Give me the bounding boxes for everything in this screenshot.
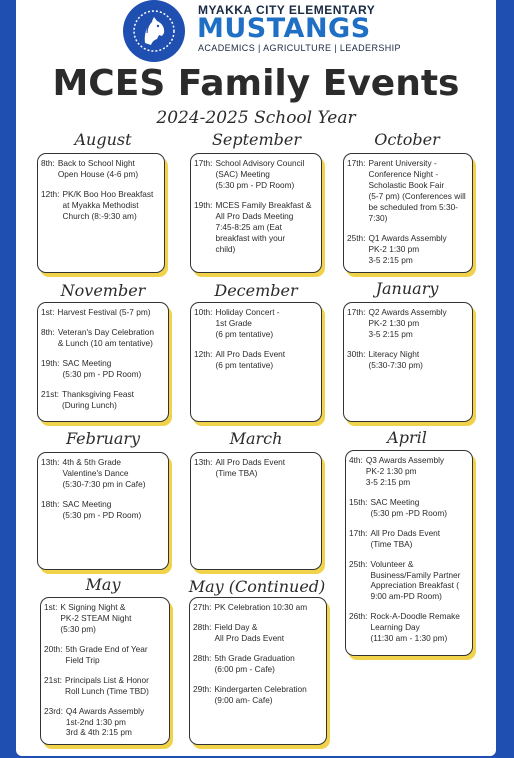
event-date: 15th: (349, 496, 368, 507)
event-date: 18th: (41, 498, 60, 509)
event-date: 1st: (44, 602, 58, 612)
month-title-december: December (214, 281, 298, 300)
month-title-may: May (85, 575, 121, 594)
event-date: 12th: (194, 348, 213, 359)
event-date: 28th: (193, 621, 212, 632)
month-box-august (37, 153, 165, 273)
event-date: 13th: (41, 457, 60, 467)
event-text: Field Day & All Pro Dads Event (214, 621, 285, 643)
event-date: 17th: (194, 158, 213, 168)
school-tagline: ACADEMICS | AGRICULTURE | LEADERSHIP (198, 43, 401, 53)
month-box-september (190, 153, 322, 273)
event-item (44, 644, 165, 666)
event-text: Kindergarten Celebration (9:00 am- Cafe) (214, 683, 307, 705)
event-item (41, 457, 164, 490)
event-item (347, 349, 468, 371)
event-date: 10th: (194, 307, 213, 317)
event-text: School Advisory Council (SAC) Meeting (5:30 pm - PD Room) (215, 158, 305, 190)
event-date: 21st: (44, 674, 62, 685)
event-item (349, 528, 468, 550)
month-box-january (343, 302, 473, 422)
event-item (349, 497, 468, 519)
month-box-november (37, 302, 169, 422)
event-item (194, 200, 317, 255)
event-text: Back to School Night Open House (4-6 pm) (57, 158, 139, 179)
event-text: Harvest Festival (5-7 pm) (57, 307, 151, 317)
event-item (193, 684, 322, 706)
event-date: 21st: (41, 388, 59, 399)
event-date: 19th: (194, 199, 213, 210)
event-text: Rock-A-Doodle Remake Learning Day (11:30 am - 1:30 pm) (370, 611, 460, 644)
event-text: PK Celebration 10:30 am (214, 602, 308, 612)
event-text: SAC Meeting (5:30 pm -PD Room) (370, 496, 448, 518)
event-date: 20th: (44, 643, 63, 654)
event-text: 5th Grade End of Year Field Trip (65, 643, 148, 665)
month-box-february (37, 452, 169, 570)
event-item (44, 675, 165, 697)
event-text: SAC Meeting (5:30 pm - PD Room) (62, 498, 142, 520)
event-item (347, 307, 468, 340)
month-title-september: September (211, 130, 302, 149)
event-item (41, 327, 164, 349)
event-item (193, 653, 322, 675)
event-text: All Pro Dads Event (Time TBA) (215, 457, 286, 478)
event-item (349, 611, 468, 644)
month-box-may-continued (189, 597, 327, 745)
mascot-name: MUSTANGS (197, 13, 371, 44)
event-text: Q3 Awards Assembly PK-2 1:30 pm 3-5 2:15 pm (365, 455, 445, 487)
event-date: 25th: (347, 232, 366, 243)
event-item (194, 349, 317, 371)
event-item (193, 622, 322, 644)
event-item (41, 499, 164, 521)
page-title: MCES Family Events (52, 63, 460, 104)
school-logo (123, 0, 185, 62)
month-title-october: October (374, 130, 440, 149)
event-date: 13th: (194, 457, 213, 467)
event-date: 12th: (41, 188, 60, 199)
event-date: 30th: (347, 348, 366, 359)
event-item (44, 706, 165, 739)
event-item (347, 233, 468, 266)
month-title-may-continued: May (Continued) (188, 577, 326, 596)
event-text: Veteran's Day Celebration & Lunch (10 am tentative) (57, 326, 154, 348)
event-date: 8th: (41, 326, 55, 337)
flyer-page (16, 0, 496, 756)
event-date: 4th: (349, 455, 363, 465)
event-item (41, 158, 160, 180)
event-text: 5th Grade Graduation (6:00 pm - Cafe) (214, 652, 295, 674)
event-item (347, 158, 468, 224)
event-text: Holiday Concert - 1st Grade (6 pm tentative) (215, 307, 280, 339)
month-box-march (190, 452, 322, 570)
event-text: All Pro Dads Event (6 pm tentative) (215, 348, 286, 370)
month-title-november: November (60, 281, 146, 300)
event-text: Volunteer & Business/Family Partner Appreciation Breakfast ( 9:00 am-PD Room) (370, 558, 461, 602)
event-item (193, 602, 322, 613)
event-text: Thanksgiving Feast (During Lunch) (62, 388, 134, 410)
event-date: 28th: (193, 652, 212, 663)
event-date: 17th: (347, 307, 366, 317)
event-text: Q1 Awards Assembly PK-2 1:30 pm 3-5 2:15 pm (368, 232, 447, 265)
month-box-may (40, 597, 170, 745)
event-item (349, 455, 468, 488)
event-text: All Pro Dads Event (Time TBA) (370, 527, 441, 549)
event-text: Q2 Awards Assembly PK-2 1:30 pm 3-5 2:15 pm (368, 307, 447, 339)
school-year-subtitle: 2024-2025 School Year (156, 108, 356, 128)
event-date: 17th: (349, 527, 368, 538)
month-title-august: August (74, 130, 132, 149)
event-item (194, 457, 317, 479)
event-date: 25th: (349, 558, 368, 569)
event-text: PK/K Boo Hoo Breakfast at Myakka Methodist Church (8:-9:30 am) (62, 188, 154, 221)
event-date: 19th: (41, 357, 60, 368)
month-title-march: March (229, 429, 283, 448)
school-name: MYAKKA CITY ELEMENTARY (198, 3, 376, 17)
mustang-head-icon (132, 9, 176, 53)
event-text: Parent University - Conference Night - Scholastic Book Fair (5-7 pm) (Conferences will be scheduled from 5:30- 7:30) (368, 158, 466, 223)
event-item (194, 158, 317, 191)
event-item (41, 358, 164, 380)
month-title-february: February (65, 429, 141, 448)
month-box-october (343, 153, 473, 273)
event-date: 26th: (349, 611, 368, 622)
month-title-april: April (387, 428, 427, 447)
event-date: 29th: (193, 683, 212, 694)
event-item (41, 189, 160, 222)
event-item (44, 602, 165, 635)
event-item (194, 307, 317, 340)
event-text: Principals List & Honor Roll Lunch (Time TBD) (65, 674, 149, 696)
event-date: 1st: (41, 307, 55, 317)
event-date: 23rd: (44, 705, 63, 716)
event-text: Literacy Night (5:30-7:30 pm) (368, 348, 423, 370)
event-text: MCES Family Breakfast & All Pro Dads Meeting 7:45-8:25 am (Eat breakfast with your child) (215, 199, 312, 254)
event-date: 17th: (347, 158, 366, 168)
month-title-january: January (375, 279, 439, 298)
event-item (41, 389, 164, 411)
event-text: SAC Meeting (5:30 pm - PD Room) (62, 357, 142, 379)
event-item (41, 307, 164, 318)
event-item (349, 559, 468, 603)
event-text: 4th & 5th Grade Valentine's Dance (5:30-7:30 pm in Cafe) (62, 457, 146, 489)
event-text: Q4 Awards Assembly 1st-2nd 1:30 pm 3rd & 4th 2:15 pm (65, 705, 145, 738)
event-date: 27th: (193, 602, 212, 612)
month-box-december (190, 302, 322, 422)
month-box-april (345, 450, 473, 656)
event-text: K Signing Night & PK-2 STEAM Night (5:30 pm) (60, 602, 132, 634)
event-date: 8th: (41, 158, 55, 168)
